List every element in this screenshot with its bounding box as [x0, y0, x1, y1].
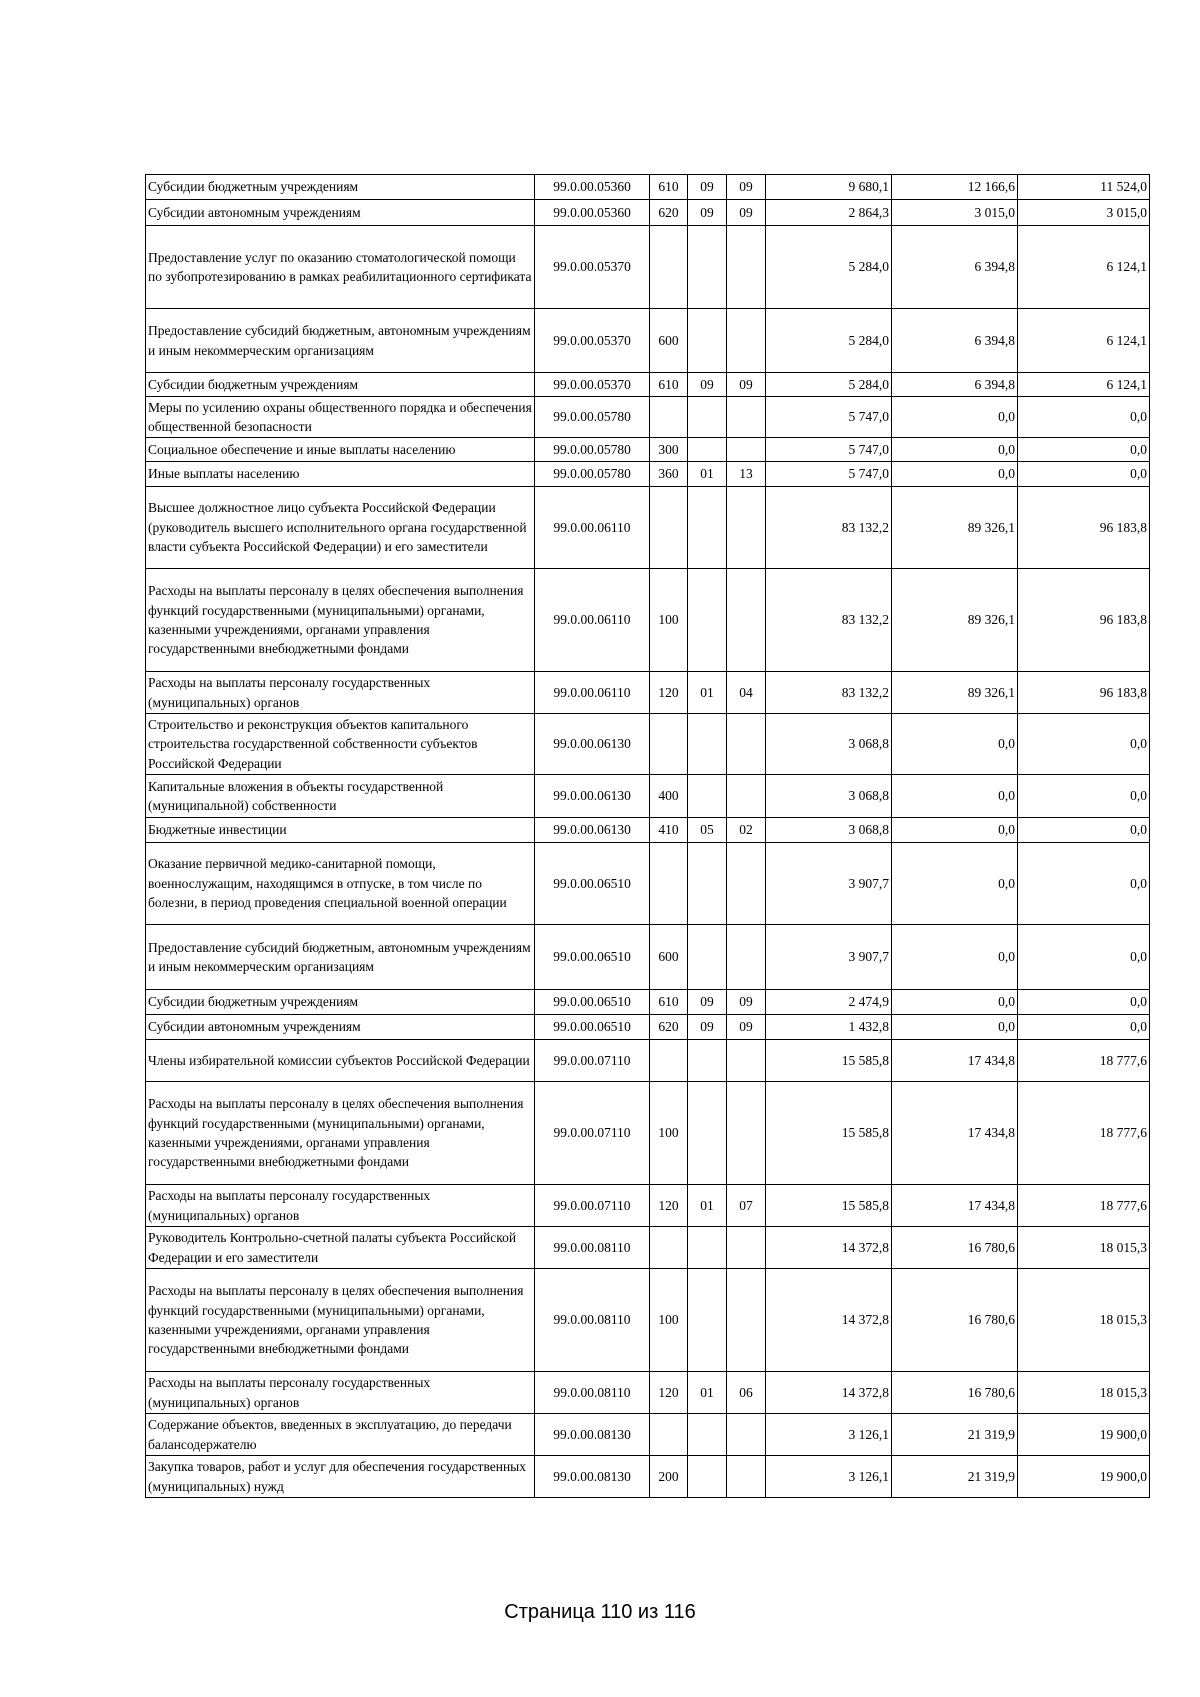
row-pr-cell: [727, 1414, 766, 1456]
row-amount-year1-cell: 5 284,0: [766, 226, 892, 309]
row-csr-cell: 99.0.00.08110: [535, 1227, 650, 1269]
row-rz-cell: [688, 569, 727, 672]
row-amount-year1-cell: 5 747,0: [766, 462, 892, 487]
row-csr-cell: 99.0.00.08130: [535, 1414, 650, 1456]
budget-table-body: [146, 175, 1150, 1498]
row-amount-year2-cell: 0,0: [892, 714, 1018, 775]
page-number: Страница 110 из 116: [504, 1601, 696, 1623]
table-row: [146, 818, 1150, 843]
row-amount-year2-cell: 0,0: [892, 990, 1018, 1015]
row-amount-year1-cell: 15 585,8: [766, 1040, 892, 1082]
row-amount-year1-cell: 3 068,8: [766, 775, 892, 818]
row-amount-year2-cell: 21 319,9: [892, 1414, 1018, 1456]
row-rz-cell: 01: [688, 462, 727, 487]
row-amount-year1-cell: 5 284,0: [766, 373, 892, 397]
row-amount-year3-cell: 0,0: [1018, 818, 1150, 843]
row-csr-cell: 99.0.00.07110: [535, 1040, 650, 1082]
table-row: [146, 462, 1150, 487]
row-name-cell: Капитальные вложения в объекты государственной (муниципальной) собственности: [146, 775, 535, 818]
row-amount-year3-cell: 0,0: [1018, 990, 1150, 1015]
row-csr-cell: 99.0.00.05780: [535, 397, 650, 438]
row-csr-cell: 99.0.00.06110: [535, 672, 650, 714]
row-amount-year2-cell: 89 326,1: [892, 569, 1018, 672]
row-rz-cell: [688, 226, 727, 309]
row-pr-cell: [727, 569, 766, 672]
row-pr-cell: 09: [727, 1015, 766, 1040]
row-pr-cell: [727, 1082, 766, 1185]
row-pr-cell: 02: [727, 818, 766, 843]
row-amount-year3-cell: 6 124,1: [1018, 373, 1150, 397]
table-row: [146, 1456, 1150, 1498]
row-vr-cell: 100: [650, 1082, 688, 1185]
row-name-cell: Расходы на выплаты персоналу в целях обеспечения выполнения функций государственными (муниципальными) органами, казенными учреждениями, органами управления государственными внебюджетными фондами: [146, 569, 535, 672]
row-pr-cell: 09: [727, 175, 766, 200]
row-amount-year1-cell: 3 907,7: [766, 925, 892, 990]
row-amount-year2-cell: 6 394,8: [892, 373, 1018, 397]
table-row: [146, 1015, 1150, 1040]
row-pr-cell: 09: [727, 373, 766, 397]
row-name-cell: Расходы на выплаты персоналу в целях обеспечения выполнения функций государственными (муниципальными) органами, казенными учреждениями, органами управления государственными внебюджетными фондами: [146, 1269, 535, 1372]
row-name-cell: Субсидии автономным учреждениям: [146, 200, 535, 226]
table-row: [146, 200, 1150, 226]
row-amount-year2-cell: 16 780,6: [892, 1269, 1018, 1372]
row-rz-cell: [688, 714, 727, 775]
row-vr-cell: 610: [650, 175, 688, 200]
row-rz-cell: [688, 487, 727, 569]
row-pr-cell: 09: [727, 990, 766, 1015]
row-amount-year2-cell: 17 434,8: [892, 1185, 1018, 1227]
row-rz-cell: [688, 397, 727, 438]
row-name-cell: Социальное обеспечение и иные выплаты населению: [146, 438, 535, 462]
row-amount-year3-cell: 18 777,6: [1018, 1082, 1150, 1185]
row-pr-cell: [727, 1269, 766, 1372]
row-pr-cell: [727, 843, 766, 925]
row-rz-cell: 09: [688, 175, 727, 200]
row-pr-cell: [727, 714, 766, 775]
row-amount-year2-cell: 21 319,9: [892, 1456, 1018, 1498]
row-csr-cell: 99.0.00.08110: [535, 1269, 650, 1372]
row-amount-year3-cell: 18 015,3: [1018, 1269, 1150, 1372]
row-amount-year1-cell: 5 747,0: [766, 397, 892, 438]
budget-table: [145, 174, 1150, 1498]
row-amount-year1-cell: 3 126,1: [766, 1414, 892, 1456]
row-vr-cell: [650, 1227, 688, 1269]
row-csr-cell: 99.0.00.07110: [535, 1082, 650, 1185]
row-name-cell: Субсидии бюджетным учреждениям: [146, 373, 535, 397]
row-name-cell: Бюджетные инвестиции: [146, 818, 535, 843]
row-vr-cell: 600: [650, 925, 688, 990]
table-row: [146, 438, 1150, 462]
row-vr-cell: 120: [650, 672, 688, 714]
row-amount-year2-cell: 17 434,8: [892, 1082, 1018, 1185]
row-amount-year1-cell: 14 372,8: [766, 1227, 892, 1269]
row-amount-year1-cell: 15 585,8: [766, 1185, 892, 1227]
row-amount-year2-cell: 3 015,0: [892, 200, 1018, 226]
row-csr-cell: 99.0.00.06130: [535, 818, 650, 843]
row-amount-year2-cell: 6 394,8: [892, 226, 1018, 309]
row-csr-cell: 99.0.00.05780: [535, 462, 650, 487]
row-amount-year2-cell: 17 434,8: [892, 1040, 1018, 1082]
row-name-cell: Руководитель Контрольно-счетной палаты субъекта Российской Федерации и его заместители: [146, 1227, 535, 1269]
row-amount-year3-cell: 18 015,3: [1018, 1372, 1150, 1414]
row-amount-year1-cell: 5 284,0: [766, 309, 892, 373]
table-row: [146, 175, 1150, 200]
row-csr-cell: 99.0.00.06510: [535, 843, 650, 925]
row-vr-cell: [650, 1414, 688, 1456]
row-amount-year3-cell: 6 124,1: [1018, 226, 1150, 309]
row-csr-cell: 99.0.00.08130: [535, 1456, 650, 1498]
table-row: [146, 775, 1150, 818]
row-csr-cell: 99.0.00.06110: [535, 569, 650, 672]
row-pr-cell: 06: [727, 1372, 766, 1414]
row-vr-cell: [650, 843, 688, 925]
row-amount-year1-cell: 3 068,8: [766, 714, 892, 775]
row-name-cell: Предоставление услуг по оказанию стоматологической помощи по зубопротезированию в рамках реабилитационного сертификата: [146, 226, 535, 309]
row-csr-cell: 99.0.00.06510: [535, 925, 650, 990]
row-pr-cell: [727, 226, 766, 309]
row-pr-cell: 09: [727, 200, 766, 226]
row-csr-cell: 99.0.00.07110: [535, 1185, 650, 1227]
row-amount-year2-cell: 0,0: [892, 843, 1018, 925]
row-csr-cell: 99.0.00.06130: [535, 775, 650, 818]
row-amount-year3-cell: 0,0: [1018, 775, 1150, 818]
row-pr-cell: [727, 925, 766, 990]
row-rz-cell: [688, 309, 727, 373]
row-name-cell: Высшее должностное лицо субъекта Российской Федерации (руководитель высшего исполнительного органа государственной власти субъекта Российской Федерации) и его заместители: [146, 487, 535, 569]
row-rz-cell: [688, 438, 727, 462]
row-rz-cell: 01: [688, 1372, 727, 1414]
row-pr-cell: 13: [727, 462, 766, 487]
row-amount-year3-cell: 18 777,6: [1018, 1040, 1150, 1082]
row-rz-cell: 01: [688, 1185, 727, 1227]
row-name-cell: Субсидии бюджетным учреждениям: [146, 990, 535, 1015]
table-row: [146, 843, 1150, 925]
row-vr-cell: 400: [650, 775, 688, 818]
row-csr-cell: 99.0.00.05370: [535, 373, 650, 397]
row-amount-year2-cell: 0,0: [892, 925, 1018, 990]
row-name-cell: Строительство и реконструкция объектов капитального строительства государственной собственности субъектов Российской Федерации: [146, 714, 535, 775]
row-amount-year2-cell: 0,0: [892, 1015, 1018, 1040]
table-row: [146, 1040, 1150, 1082]
row-vr-cell: 200: [650, 1456, 688, 1498]
row-name-cell: Субсидии автономным учреждениям: [146, 1015, 535, 1040]
row-name-cell: Содержание объектов, введенных в эксплуатацию, до передачи балансодержателю: [146, 1414, 535, 1456]
row-rz-cell: 05: [688, 818, 727, 843]
row-pr-cell: [727, 487, 766, 569]
row-rz-cell: [688, 1414, 727, 1456]
row-amount-year3-cell: 0,0: [1018, 843, 1150, 925]
row-pr-cell: [727, 775, 766, 818]
row-csr-cell: 99.0.00.05360: [535, 200, 650, 226]
row-pr-cell: [727, 309, 766, 373]
row-vr-cell: [650, 487, 688, 569]
row-csr-cell: 99.0.00.05360: [535, 175, 650, 200]
row-amount-year1-cell: 1 432,8: [766, 1015, 892, 1040]
row-vr-cell: 100: [650, 569, 688, 672]
row-amount-year2-cell: 89 326,1: [892, 672, 1018, 714]
row-amount-year1-cell: 2 474,9: [766, 990, 892, 1015]
table-row: [146, 1082, 1150, 1185]
row-amount-year1-cell: 14 372,8: [766, 1269, 892, 1372]
row-amount-year2-cell: 0,0: [892, 438, 1018, 462]
row-amount-year1-cell: 83 132,2: [766, 487, 892, 569]
row-vr-cell: 610: [650, 373, 688, 397]
row-amount-year3-cell: 0,0: [1018, 438, 1150, 462]
row-csr-cell: 99.0.00.05370: [535, 309, 650, 373]
table-row: [146, 990, 1150, 1015]
row-amount-year3-cell: 6 124,1: [1018, 309, 1150, 373]
row-csr-cell: 99.0.00.05370: [535, 226, 650, 309]
row-vr-cell: [650, 397, 688, 438]
row-pr-cell: [727, 1227, 766, 1269]
row-amount-year3-cell: 11 524,0: [1018, 175, 1150, 200]
row-rz-cell: 09: [688, 373, 727, 397]
table-row: [146, 1414, 1150, 1456]
row-amount-year3-cell: 3 015,0: [1018, 200, 1150, 226]
row-csr-cell: 99.0.00.06510: [535, 1015, 650, 1040]
row-name-cell: Расходы на выплаты персоналу государственных (муниципальных) органов: [146, 672, 535, 714]
row-vr-cell: 410: [650, 818, 688, 843]
row-name-cell: Расходы на выплаты персоналу государственных (муниципальных) органов: [146, 1372, 535, 1414]
row-vr-cell: 100: [650, 1269, 688, 1372]
table-row: [146, 397, 1150, 438]
row-amount-year3-cell: 96 183,8: [1018, 569, 1150, 672]
row-name-cell: Оказание первичной медико-санитарной помощи, военнослужащим, находящимся в отпуске, в том числе по болезни, в период проведения специальной военной операции: [146, 843, 535, 925]
row-amount-year1-cell: 3 126,1: [766, 1456, 892, 1498]
row-name-cell: Предоставление субсидий бюджетным, автономным учреждениям и иным некоммерческим организациям: [146, 925, 535, 990]
row-rz-cell: 09: [688, 1015, 727, 1040]
table-row: [146, 373, 1150, 397]
row-amount-year3-cell: 19 900,0: [1018, 1414, 1150, 1456]
table-row: [146, 1185, 1150, 1227]
row-amount-year2-cell: 89 326,1: [892, 487, 1018, 569]
row-vr-cell: 120: [650, 1372, 688, 1414]
row-csr-cell: 99.0.00.06510: [535, 990, 650, 1015]
row-amount-year3-cell: 0,0: [1018, 397, 1150, 438]
row-amount-year3-cell: 0,0: [1018, 925, 1150, 990]
row-amount-year1-cell: 2 864,3: [766, 200, 892, 226]
row-rz-cell: [688, 843, 727, 925]
row-csr-cell: 99.0.00.06130: [535, 714, 650, 775]
table-row: [146, 226, 1150, 309]
row-vr-cell: 620: [650, 200, 688, 226]
row-name-cell: Расходы на выплаты персоналу в целях обеспечения выполнения функций государственными (муниципальными) органами, казенными учреждениями, органами управления государственными внебюджетными фондами: [146, 1082, 535, 1185]
row-name-cell: Иные выплаты населению: [146, 462, 535, 487]
row-vr-cell: [650, 714, 688, 775]
table-row: [146, 487, 1150, 569]
row-pr-cell: 07: [727, 1185, 766, 1227]
row-csr-cell: 99.0.00.08110: [535, 1372, 650, 1414]
row-amount-year2-cell: 0,0: [892, 397, 1018, 438]
table-row: [146, 309, 1150, 373]
table-row: [146, 714, 1150, 775]
row-amount-year3-cell: 0,0: [1018, 462, 1150, 487]
row-rz-cell: [688, 1082, 727, 1185]
row-name-cell: Меры по усилению охраны общественного порядка и обеспечения общественной безопасности: [146, 397, 535, 438]
row-vr-cell: 610: [650, 990, 688, 1015]
row-pr-cell: [727, 1040, 766, 1082]
row-rz-cell: [688, 1040, 727, 1082]
row-name-cell: Предоставление субсидий бюджетным, автономным учреждениям и иным некоммерческим организациям: [146, 309, 535, 373]
table-row: [146, 1372, 1150, 1414]
row-pr-cell: [727, 438, 766, 462]
row-amount-year1-cell: 14 372,8: [766, 1372, 892, 1414]
row-amount-year3-cell: 18 015,3: [1018, 1227, 1150, 1269]
row-amount-year1-cell: 15 585,8: [766, 1082, 892, 1185]
row-vr-cell: [650, 1040, 688, 1082]
row-rz-cell: 01: [688, 672, 727, 714]
row-vr-cell: 120: [650, 1185, 688, 1227]
row-amount-year1-cell: 5 747,0: [766, 438, 892, 462]
row-rz-cell: 09: [688, 200, 727, 226]
row-amount-year2-cell: 16 780,6: [892, 1227, 1018, 1269]
row-amount-year1-cell: 83 132,2: [766, 569, 892, 672]
row-pr-cell: 04: [727, 672, 766, 714]
row-rz-cell: [688, 1269, 727, 1372]
row-csr-cell: 99.0.00.05780: [535, 438, 650, 462]
table-row: [146, 1269, 1150, 1372]
row-name-cell: Закупка товаров, работ и услуг для обеспечения государственных (муниципальных) нужд: [146, 1456, 535, 1498]
row-amount-year3-cell: 19 900,0: [1018, 1456, 1150, 1498]
row-rz-cell: [688, 775, 727, 818]
row-name-cell: Субсидии бюджетным учреждениям: [146, 175, 535, 200]
table-row: [146, 925, 1150, 990]
row-vr-cell: 620: [650, 1015, 688, 1040]
row-amount-year3-cell: 96 183,8: [1018, 487, 1150, 569]
row-rz-cell: [688, 1227, 727, 1269]
row-amount-year3-cell: 18 777,6: [1018, 1185, 1150, 1227]
row-amount-year3-cell: 0,0: [1018, 714, 1150, 775]
table-row: [146, 569, 1150, 672]
row-pr-cell: [727, 1456, 766, 1498]
row-pr-cell: [727, 397, 766, 438]
row-amount-year1-cell: 3 068,8: [766, 818, 892, 843]
row-amount-year2-cell: 0,0: [892, 775, 1018, 818]
row-amount-year2-cell: 12 166,6: [892, 175, 1018, 200]
row-vr-cell: 360: [650, 462, 688, 487]
row-rz-cell: [688, 925, 727, 990]
row-vr-cell: 300: [650, 438, 688, 462]
row-amount-year2-cell: 16 780,6: [892, 1372, 1018, 1414]
row-amount-year2-cell: 0,0: [892, 462, 1018, 487]
row-amount-year2-cell: 6 394,8: [892, 309, 1018, 373]
row-rz-cell: 09: [688, 990, 727, 1015]
table-row: [146, 1227, 1150, 1269]
row-rz-cell: [688, 1456, 727, 1498]
row-amount-year2-cell: 0,0: [892, 818, 1018, 843]
row-amount-year1-cell: 3 907,7: [766, 843, 892, 925]
row-name-cell: Расходы на выплаты персоналу государственных (муниципальных) органов: [146, 1185, 535, 1227]
row-amount-year1-cell: 9 680,1: [766, 175, 892, 200]
row-vr-cell: 600: [650, 309, 688, 373]
row-name-cell: Члены избирательной комиссии субъектов Российской Федерации: [146, 1040, 535, 1082]
row-vr-cell: [650, 226, 688, 309]
row-amount-year3-cell: 0,0: [1018, 1015, 1150, 1040]
row-amount-year1-cell: 83 132,2: [766, 672, 892, 714]
row-csr-cell: 99.0.00.06110: [535, 487, 650, 569]
table-row: [146, 672, 1150, 714]
row-amount-year3-cell: 96 183,8: [1018, 672, 1150, 714]
